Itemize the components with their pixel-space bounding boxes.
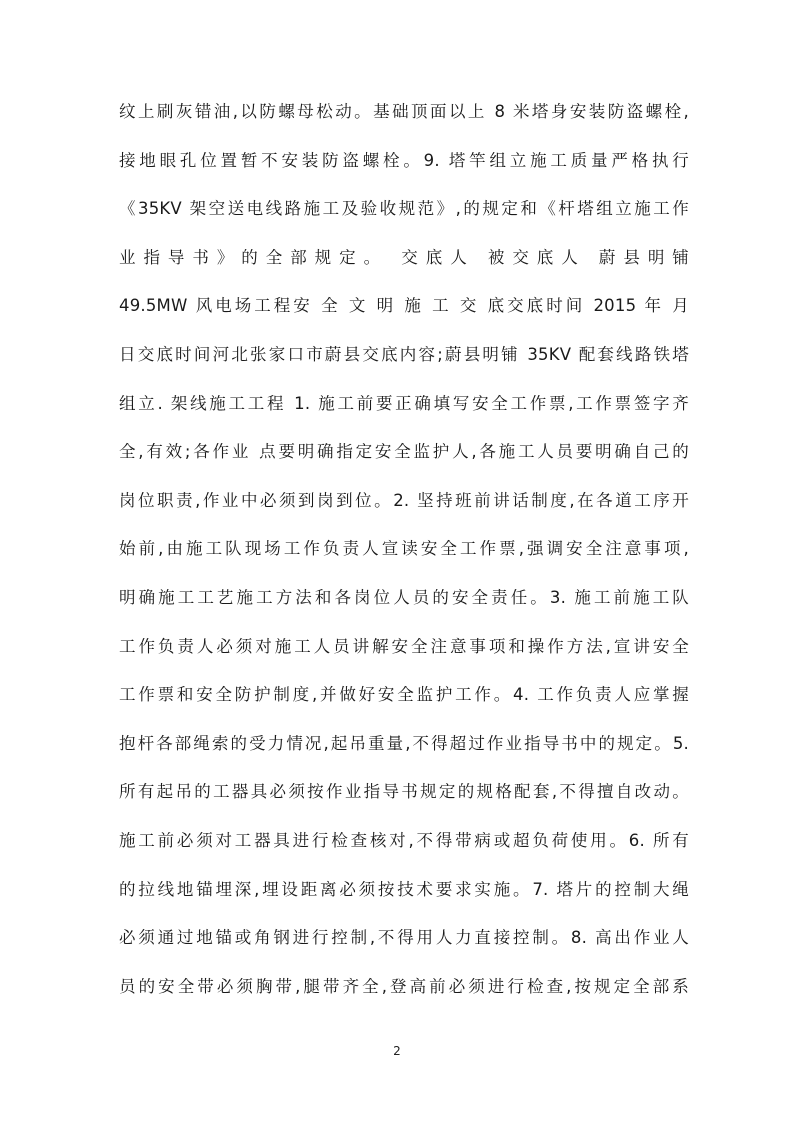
text-line: 全,有效;各作业 点要明确指定安全监护人,各施工人员要明确自己的 — [119, 442, 689, 462]
document-body — [119, 92, 689, 1015]
text-line: 接地眼孔位置暂不安装防盗螺栓。9. 塔竿组立施工质量严格执行 — [119, 150, 689, 170]
text-line: 所有起吊的工器具必须按作业指导书规定的规格配套,不得擅自改动。 — [119, 782, 689, 802]
text-line: 工作票和安全防护制度,并做好安全监护工作。4. 工作负责人应掌握 — [119, 685, 689, 705]
text-line: 组立. 架线施工工程 1. 施工前要正确填写安全工作票,工作票签字齐 — [119, 393, 689, 413]
text-line: 始前,由施工队现场工作负责人宣读安全工作票,强调安全注意事项, — [119, 539, 689, 559]
text-line: 工作负责人必须对施工人员讲解安全注意事项和操作方法,宣讲安全 — [119, 636, 689, 656]
text-line: 业指导书》的全部规定。 交底人 被交底人 蔚县明铺 — [119, 247, 689, 267]
text-line: 49.5MW 风电场工程安 全 文 明 施 工 交 底交底时间 2015 年 月 — [119, 296, 689, 316]
text-line: 《35KV 架空送电线路施工及验收规范》,的规定和《杆塔组立施工作 — [119, 199, 689, 219]
text-line: 日交底时间河北张家口市蔚县交底内容;蔚县明铺 35KV 配套线路铁塔 — [119, 344, 689, 364]
page-number: 2 — [393, 1044, 401, 1058]
text-line: 的拉线地锚埋深,埋设距离必须按技术要求实施。7. 塔片的控制大绳 — [119, 879, 689, 899]
text-line: 抱杆各部绳索的受力情况,起吊重量,不得超过作业指导书中的规定。5. — [119, 733, 689, 753]
text-line: 员的安全带必须胸带,腿带齐全,登高前必须进行检查,按规定全部系 — [119, 976, 689, 996]
text-line: 岗位职责,作业中必须到岗到位。2. 坚持班前讲话制度,在各道工序开 — [119, 490, 689, 510]
text-line: 必须通过地锚或角钢进行控制,不得用人力直接控制。8. 高出作业人 — [119, 928, 689, 948]
text-line: 纹上刷灰错油,以防螺母松动。基础顶面以上 8 米塔身安装防盗螺栓, — [119, 102, 689, 121]
text-line: 明确施工工艺施工方法和各岗位人员的安全责任。3. 施工前施工队 — [119, 587, 689, 607]
text-line: 施工前必须对工器具进行检查核对,不得带病或超负荷使用。6. 所有 — [119, 830, 689, 850]
